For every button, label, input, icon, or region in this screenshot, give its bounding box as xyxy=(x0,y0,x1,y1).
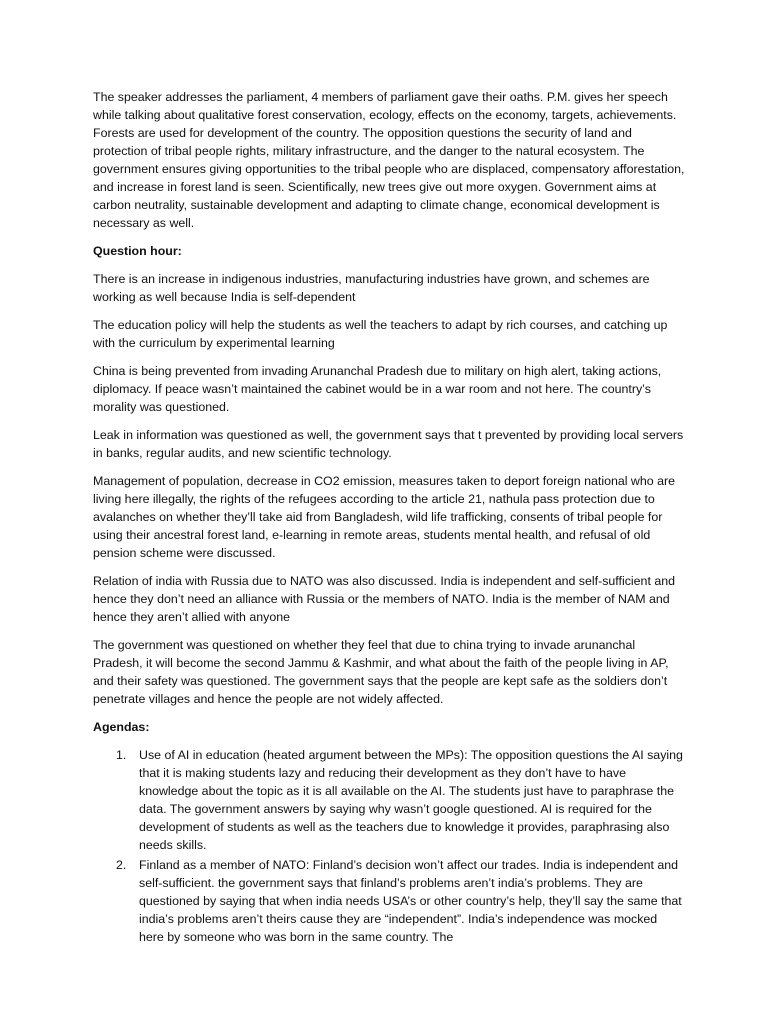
agendas-heading: Agendas: xyxy=(93,720,150,734)
question-hour-paragraph: The education policy will help the students as well the teachers to adapt by rich courses, and catching up with the curriculum by experimental learning xyxy=(93,318,668,350)
question-hour-paragraph: China is being prevented from invading Arunanchal Pradesh due to military on high alert, taking actions, diplomacy. If peace wasn’t maintained the cabinet would be in a war room and not here. The country’s morality was questioned. xyxy=(93,364,662,414)
agenda-number: 2. xyxy=(116,858,127,872)
question-hour-paragraph: Leak in information was questioned as well, the government says that t prevented by providing local servers in banks, regular audits, and new scientific technology. xyxy=(93,428,684,460)
document-page xyxy=(93,88,685,948)
agenda-text: Finland as a member of NATO: Finland’s decision won’t affect our trades. India is independent and self-sufficient. the government says that finland’s problems aren’t india’s problems. They are questioned by saying that when india needs USA’s or other country’s help, they’ll say the same that india’s problems aren’t theirs cause they are “independent”. India’s independence was mocked here by someone who was born in the same country. The xyxy=(139,858,682,944)
intro-paragraph: The speaker addresses the parliament, 4 members of parliament gave their oaths. P.M. gives her speech while talking about qualitative forest conservation, ecology, effects on the economy, targets, achievements. Forests are used for development of the country. The opposition questions the security of land and protection of tribal people rights, military infrastructure, and the danger to the natural ecosystem. The government ensures giving opportunities to the tribal people who are displaced, compensatory afforestation, and increase in forest land is seen. Scientifically, new trees give out more oxygen. Government aims at carbon neutrality, sustainable development and adapting to climate change, economical development is necessary as well. xyxy=(93,90,685,230)
question-hour-paragraph: The government was questioned on whether they feel that due to china trying to invade arunanchal Pradesh, it will become the second Jammu & Kashmir, and what about the faith of the people living in AP, and their safety was questioned. The government says that the people are kept safe as the soldiers don’t penetrate villages and hence the people are not widely affected. xyxy=(93,638,669,706)
question-hour-paragraph: There is an increase in indigenous industries, manufacturing industries have grown, and schemes are working as well because India is self-dependent xyxy=(93,272,650,304)
agenda-item xyxy=(93,746,685,854)
question-hour-paragraph: Management of population, decrease in CO2 emission, measures taken to deport foreign national who are living here illegally, the rights of the refugees according to the article 21, nathula pass protection due to avalanches on whether they’ll take aid from Bangladesh, wild life trafficking, consents of tribal people for using their ancestral forest land, e-learning in remote areas, students mental health, and refusal of old pension scheme were discussed. xyxy=(93,474,676,560)
agenda-item xyxy=(93,856,685,946)
agenda-number: 1. xyxy=(116,748,127,762)
question-hour-heading: Question hour: xyxy=(93,244,182,258)
agenda-text: Use of AI in education (heated argument between the MPs): The opposition questions the AI saying that it is making students lazy and reducing their development as they don’t have to have knowledge about the topic as it is all available on the AI. The students just have to paraphrase the data. The government answers by saying why wasn’t google questioned. AI is required for the development of students as well as the teachers due to knowledge it provides, paraphrasing also needs skills. xyxy=(139,748,683,852)
question-hour-paragraph: Relation of india with Russia due to NATO was also discussed. India is independent and self-sufficient and hence they don’t need an alliance with Russia or the members of NATO. India is the member of NAM and hence they aren’t allied with anyone xyxy=(93,574,676,624)
agenda-list xyxy=(93,746,685,946)
